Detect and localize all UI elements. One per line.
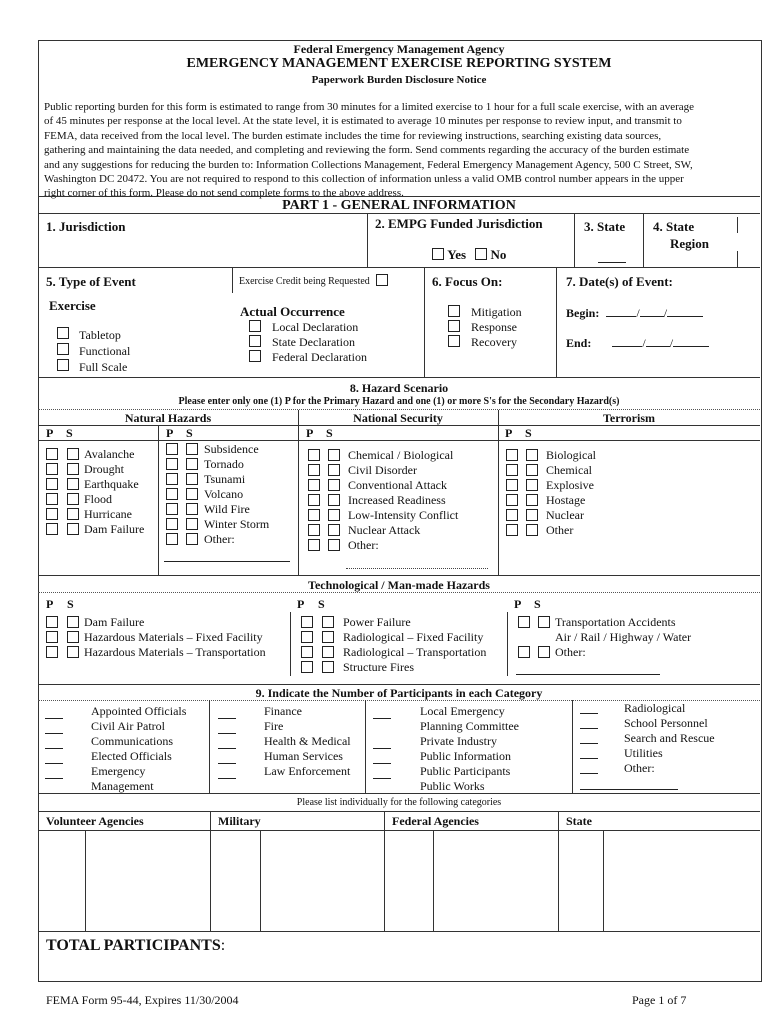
participant-count-field[interactable] [580, 728, 598, 729]
end-label: End: [566, 336, 592, 350]
hazard-item: Avalanche [84, 447, 135, 461]
empg-label: 2. EMPG Funded Jurisdiction [375, 216, 543, 231]
participant-count-field[interactable] [218, 778, 236, 779]
exercise-item: Tabletop [79, 328, 121, 342]
participant-count-field[interactable] [45, 778, 63, 779]
hazard-p-checkbox[interactable] [301, 646, 313, 658]
hazard-s-checkbox[interactable] [186, 458, 198, 470]
focus-item: Mitigation [471, 305, 522, 319]
begin-day[interactable] [640, 316, 664, 317]
hazard-p-checkbox[interactable] [506, 449, 518, 461]
hazard-s-checkbox[interactable] [186, 518, 198, 530]
participants-col3 [420, 704, 519, 794]
hazard-s-checkbox[interactable] [186, 488, 198, 500]
transport-p-checkbox[interactable] [518, 616, 530, 628]
hazard-s-checkbox[interactable] [526, 524, 538, 536]
participant-category: Private Industry [420, 734, 497, 748]
natural-col1-list [84, 447, 144, 537]
hazard-s-checkbox[interactable] [328, 479, 340, 491]
hazard-s-checkbox[interactable] [67, 523, 79, 535]
dates-label: 7. Date(s) of Event: [566, 274, 673, 289]
hazard-item: Wild Fire [204, 502, 250, 516]
hazard-p-checkbox[interactable] [308, 524, 320, 536]
focus-label: 6. Focus On: [432, 274, 503, 289]
hazard-item: Hazardous Materials – Transportation [84, 645, 266, 659]
participant-category: Finance [264, 704, 302, 718]
hazard-s-checkbox[interactable] [67, 646, 79, 658]
hazard-item: Radiological – Fixed Facility [343, 630, 484, 644]
participant-category: Management [91, 779, 154, 793]
mitigation-checkbox[interactable] [448, 305, 460, 317]
s-header: S [318, 597, 325, 611]
s-header: S [525, 426, 532, 440]
tech-hazards-label: Technological / Man-made Hazards [308, 578, 490, 592]
hazard-item: Dam Failure [84, 615, 145, 629]
hazard-p-checkbox[interactable] [46, 631, 58, 643]
hazard-item: Air / Rail / Highway / Water [555, 630, 692, 644]
hazard-item: Radiological – Transportation [343, 645, 487, 659]
participant-category: Other: [624, 761, 655, 775]
state-label: 3. State [584, 219, 626, 234]
yes-checkbox[interactable] [432, 248, 444, 260]
hazard-p-checkbox[interactable] [46, 493, 58, 505]
hazard-item: Other: [555, 645, 586, 659]
participant-count-field[interactable] [580, 758, 598, 759]
state-declaration-checkbox[interactable] [249, 335, 261, 347]
hazard-s-checkbox[interactable] [526, 494, 538, 506]
hazard-p-checkbox[interactable] [506, 464, 518, 476]
participant-count-field[interactable] [580, 773, 598, 774]
total-colon: : [220, 937, 226, 954]
notice-line: Washington DC 20472. You are not required to respond to this collection of information unless a valid OMB control number appears in the upper [44, 173, 684, 186]
date-separator: / [663, 306, 668, 320]
hazard-s-checkbox[interactable] [67, 478, 79, 490]
hazard-p-checkbox[interactable] [166, 443, 178, 455]
focus-list [471, 305, 522, 350]
participant-count-field[interactable] [580, 743, 598, 744]
exercise-item: Functional [79, 344, 131, 358]
form-title: EMERGENCY MANAGEMENT EXERCISE REPORTING SYSTEM [186, 56, 612, 71]
s-header: S [67, 597, 74, 611]
hazard-item: Hostage [546, 493, 586, 507]
state-region-label: 4. State [653, 219, 695, 234]
hazard-p-checkbox[interactable] [506, 479, 518, 491]
hazard-p-checkbox[interactable] [506, 494, 518, 506]
hazard-item: Winter Storm [204, 517, 270, 531]
natural-hazards-label: Natural Hazards [124, 411, 212, 425]
date-separator: / [636, 306, 640, 320]
hazard-s-checkbox[interactable] [186, 533, 198, 545]
participant-count-field[interactable] [45, 733, 63, 734]
exercise-item: Full Scale [79, 360, 128, 374]
end-day[interactable] [646, 346, 670, 347]
federal-declaration-checkbox[interactable] [249, 350, 261, 362]
volunteer-agencies-header: Volunteer Agencies [46, 814, 144, 828]
hazard-item: Low-Intensity Conflict [348, 508, 459, 522]
hazard-p-checkbox[interactable] [166, 458, 178, 470]
form-id: FEMA Form 95-44, Expires 11/30/2004 [46, 993, 239, 1007]
total-participants [46, 937, 225, 955]
tech-other-field[interactable] [516, 674, 660, 675]
hazard-s-checkbox[interactable] [186, 503, 198, 515]
natural-other-field[interactable] [164, 561, 290, 562]
hazard-item: Conventional Attack [348, 478, 447, 492]
hazard-instruction: Please enter only one (1) P for the Primary Hazard and one (1) or more S's for the Secondary Hazard(s) [178, 396, 620, 407]
begin-label: Begin: [566, 306, 600, 320]
credit-label: Exercise Credit being Requested [239, 276, 370, 287]
hazard-title: 8. Hazard Scenario [349, 381, 449, 395]
hazard-s-checkbox[interactable] [328, 494, 340, 506]
participant-category: Utilities [624, 746, 663, 760]
hazard-s-checkbox[interactable] [67, 493, 79, 505]
terrorism-label: Terrorism [603, 411, 655, 425]
actual-item: State Declaration [272, 335, 355, 349]
hazard-p-checkbox[interactable] [308, 539, 320, 551]
hazard-s-checkbox[interactable] [322, 631, 334, 643]
hazard-s-checkbox[interactable] [328, 449, 340, 461]
fullscale-checkbox[interactable] [57, 359, 69, 371]
participant-category: Public Information [420, 749, 511, 763]
end-year[interactable] [673, 346, 709, 347]
tech-col1-list [84, 615, 266, 660]
hazard-p-checkbox[interactable] [166, 488, 178, 500]
actual-item: Federal Declaration [272, 350, 367, 364]
participant-category: Public Works [420, 779, 485, 793]
begin-month[interactable] [606, 316, 636, 317]
end-date [566, 336, 709, 351]
participant-count-field[interactable] [45, 748, 63, 749]
actual-item: Local Declaration [272, 320, 359, 334]
hazard-item: Earthquake [84, 477, 139, 491]
hazard-s-checkbox[interactable] [67, 631, 79, 643]
participant-count-field[interactable] [218, 733, 236, 734]
hazard-p-checkbox[interactable] [301, 631, 313, 643]
hazard-p-checkbox[interactable] [506, 509, 518, 521]
hazard-s-checkbox[interactable] [526, 509, 538, 521]
focus-item: Recovery [471, 335, 517, 349]
hazard-s-checkbox[interactable] [67, 463, 79, 475]
focus-item: Response [471, 320, 517, 334]
agency-name: Federal Emergency Management Agency [293, 42, 505, 56]
hazard-item: Other: [348, 538, 379, 552]
participant-category: Law Enforcement [264, 764, 351, 778]
tech-other-p-checkbox[interactable] [518, 646, 530, 658]
participant-count-field[interactable] [373, 763, 391, 764]
actual-list [272, 320, 367, 365]
hazard-item: Tornado [204, 457, 244, 471]
hazard-p-checkbox[interactable] [166, 533, 178, 545]
hazard-s-checkbox[interactable] [328, 509, 340, 521]
participants-col2 [264, 704, 351, 779]
page-number: Page 1 of 7 [632, 993, 687, 1007]
participant-category: Civil Air Patrol [91, 719, 166, 733]
functional-checkbox[interactable] [57, 343, 69, 355]
burden-notice [44, 100, 758, 201]
exercise-list [79, 327, 130, 375]
hazard-p-checkbox[interactable] [308, 494, 320, 506]
state-header: State [566, 814, 592, 828]
hazard-item: Flood [84, 492, 113, 506]
participant-count-field[interactable] [373, 748, 391, 749]
hazard-s-checkbox[interactable] [526, 479, 538, 491]
begin-year[interactable] [667, 316, 703, 317]
participant-count-field[interactable] [218, 718, 236, 719]
state-field[interactable] [598, 262, 626, 263]
list-note: Please list individually for the following categories [296, 797, 502, 808]
response-checkbox[interactable] [448, 320, 460, 332]
notice-line: and any suggestions for reducing the burden to: Information Collections Management, Federal Emergency Management Agency, 500 C Street, SW, [44, 158, 693, 171]
notice-line: Public reporting burden for this form is estimated to range from 30 minutes for a limited exercise to 1 hour for a full scale exercise, with an average [44, 101, 695, 113]
hazard-s-checkbox[interactable] [186, 473, 198, 485]
notice-line: of 45 minutes per response at the local level. At the state level, it is estimated to average 10 minutes per response to review input, and transmit to [44, 115, 682, 128]
participant-count-field[interactable] [373, 718, 391, 719]
hazard-item: Chemical / Biological [348, 448, 454, 462]
credit-checkbox[interactable] [376, 274, 388, 286]
jurisdiction-label: 1. Jurisdiction [46, 219, 126, 234]
hazard-p-checkbox[interactable] [301, 616, 313, 628]
notice-line: right corner of this form. Please do not send complete forms to the above address. [44, 187, 404, 200]
yes-label: Yes [447, 247, 467, 262]
participants-title: 9. Indicate the Number of Participants in each Category [255, 686, 543, 700]
participant-count-field[interactable] [45, 763, 63, 764]
tech-col3-list [555, 615, 691, 660]
hazard-item: Transportation Accidents [555, 615, 676, 629]
participant-count-field[interactable] [373, 778, 391, 779]
hazard-item: Civil Disorder [348, 463, 417, 477]
hazard-p-checkbox[interactable] [166, 473, 178, 485]
hazard-item: Power Failure [343, 615, 411, 629]
participant-count-field[interactable] [218, 748, 236, 749]
participant-category: School Personnel [624, 716, 708, 730]
tech-col2-list [343, 615, 486, 675]
hazard-item: Volcano [204, 487, 244, 501]
participant-count-field[interactable] [580, 713, 598, 714]
terrorism-list [546, 448, 596, 538]
transport-s-checkbox[interactable] [538, 616, 550, 628]
s-header: S [66, 426, 73, 440]
national-security-label: National Security [353, 411, 443, 425]
participant-category: Appointed Officials [91, 704, 187, 718]
hazard-item: Chemical [546, 463, 592, 477]
date-separator: / [642, 336, 646, 350]
hazard-s-checkbox[interactable] [322, 661, 334, 673]
hazard-p-checkbox[interactable] [166, 503, 178, 515]
local-declaration-checkbox[interactable] [249, 320, 261, 332]
participant-other-field[interactable] [580, 789, 678, 790]
hazard-s-checkbox[interactable] [526, 464, 538, 476]
participants-col4 [624, 701, 715, 776]
s-header: S [534, 597, 541, 611]
federal-agencies-header: Federal Agencies [392, 814, 479, 828]
p-header: P [297, 597, 305, 611]
begin-date [566, 306, 703, 321]
hazard-item: Structure Fires [343, 660, 414, 674]
hazard-p-checkbox[interactable] [308, 509, 320, 521]
security-other-field[interactable] [346, 568, 488, 569]
hazard-item: Hurricane [84, 507, 132, 521]
security-list [348, 448, 458, 553]
hazard-p-checkbox[interactable] [166, 518, 178, 530]
participant-category: Communications [91, 734, 173, 748]
participant-category: Public Participants [420, 764, 511, 778]
hazard-p-checkbox[interactable] [46, 463, 58, 475]
hazard-s-checkbox[interactable] [328, 524, 340, 536]
hazard-p-checkbox[interactable] [301, 661, 313, 673]
hazard-s-checkbox[interactable] [67, 616, 79, 628]
p-header: P [514, 597, 522, 611]
hazard-s-checkbox[interactable] [322, 616, 334, 628]
participant-category: Health & Medical [264, 734, 351, 748]
hazard-item: Increased Readiness [348, 493, 446, 507]
participant-category: Radiological [624, 701, 686, 715]
hazard-s-checkbox[interactable] [526, 449, 538, 461]
notice-line: FEMA, data received from the local level. The burden estimate includes the time for reviewing instructions, searching existing data sources, [44, 129, 662, 142]
hazard-p-checkbox[interactable] [46, 646, 58, 658]
hazard-item: Nuclear Attack [348, 523, 421, 537]
hazard-p-checkbox[interactable] [308, 449, 320, 461]
hazard-item: Drought [84, 462, 124, 476]
tabletop-checkbox[interactable] [57, 327, 69, 339]
hazard-s-checkbox[interactable] [328, 464, 340, 476]
event-type-label: 5. Type of Event [46, 274, 136, 289]
state-region-label-2: Region [670, 236, 709, 251]
natural-col2-list [204, 442, 269, 547]
total-participants-label: TOTAL PARTICIPANTS [46, 937, 221, 954]
no-checkbox[interactable] [475, 248, 487, 260]
hazard-p-checkbox[interactable] [46, 523, 58, 535]
hazard-item: Explosive [546, 478, 594, 492]
part1-title: PART 1 - GENERAL INFORMATION [282, 198, 516, 213]
participant-category: Emergency [91, 764, 146, 778]
participant-category: Search and Rescue [624, 731, 715, 745]
exercise-label: Exercise [49, 298, 96, 313]
notice-line: gathering and maintaining the data needed, and completing and reviewing the form. Send comments regarding the accuracy of the burden estimate [44, 144, 690, 157]
hazard-item: Biological [546, 448, 596, 462]
empg-options [432, 247, 506, 263]
hazard-item: Other: [204, 532, 235, 546]
participant-count-field[interactable] [218, 763, 236, 764]
participant-category: Elected Officials [91, 749, 172, 763]
p-header: P [306, 426, 314, 440]
hazard-p-checkbox[interactable] [506, 524, 518, 536]
participant-category: Fire [264, 719, 284, 733]
end-month[interactable] [612, 346, 642, 347]
hazard-s-checkbox[interactable] [67, 508, 79, 520]
participant-category: Local Emergency [420, 704, 505, 718]
p-header: P [46, 597, 54, 611]
p-header: P [166, 426, 174, 440]
recovery-checkbox[interactable] [448, 335, 460, 347]
hazard-p-checkbox[interactable] [46, 478, 58, 490]
hazard-p-checkbox[interactable] [308, 479, 320, 491]
military-header: Military [218, 814, 261, 828]
participant-count-field[interactable] [45, 718, 63, 719]
hazard-s-checkbox[interactable] [322, 646, 334, 658]
actual-occurrence-label: Actual Occurrence [240, 304, 345, 319]
tech-other-s-checkbox[interactable] [538, 646, 550, 658]
s-header: S [326, 426, 333, 440]
hazard-item: Other [546, 523, 574, 537]
hazard-p-checkbox[interactable] [46, 508, 58, 520]
p-header: P [46, 426, 54, 440]
hazard-s-checkbox[interactable] [328, 539, 340, 551]
no-label: No [490, 247, 507, 262]
hazard-item: Dam Failure [84, 522, 145, 536]
p-header: P [505, 426, 513, 440]
hazard-s-checkbox[interactable] [67, 448, 79, 460]
notice-title: Paperwork Burden Disclosure Notice [311, 74, 487, 86]
participant-category: Planning Committee [420, 719, 519, 733]
hazard-item: Nuclear [546, 508, 584, 522]
hazard-s-checkbox[interactable] [186, 443, 198, 455]
hazard-p-checkbox[interactable] [46, 448, 58, 460]
hazard-item: Subsidence [204, 442, 259, 456]
participant-listing-table[interactable] [38, 830, 760, 931]
participants-col1 [91, 704, 186, 794]
participant-category: Human Services [264, 749, 343, 763]
hazard-item: Tsunami [204, 472, 246, 486]
s-header: S [186, 426, 193, 440]
hazard-p-checkbox[interactable] [46, 616, 58, 628]
date-separator: / [669, 336, 674, 350]
hazard-item: Hazardous Materials – Fixed Facility [84, 630, 263, 644]
hazard-p-checkbox[interactable] [308, 464, 320, 476]
